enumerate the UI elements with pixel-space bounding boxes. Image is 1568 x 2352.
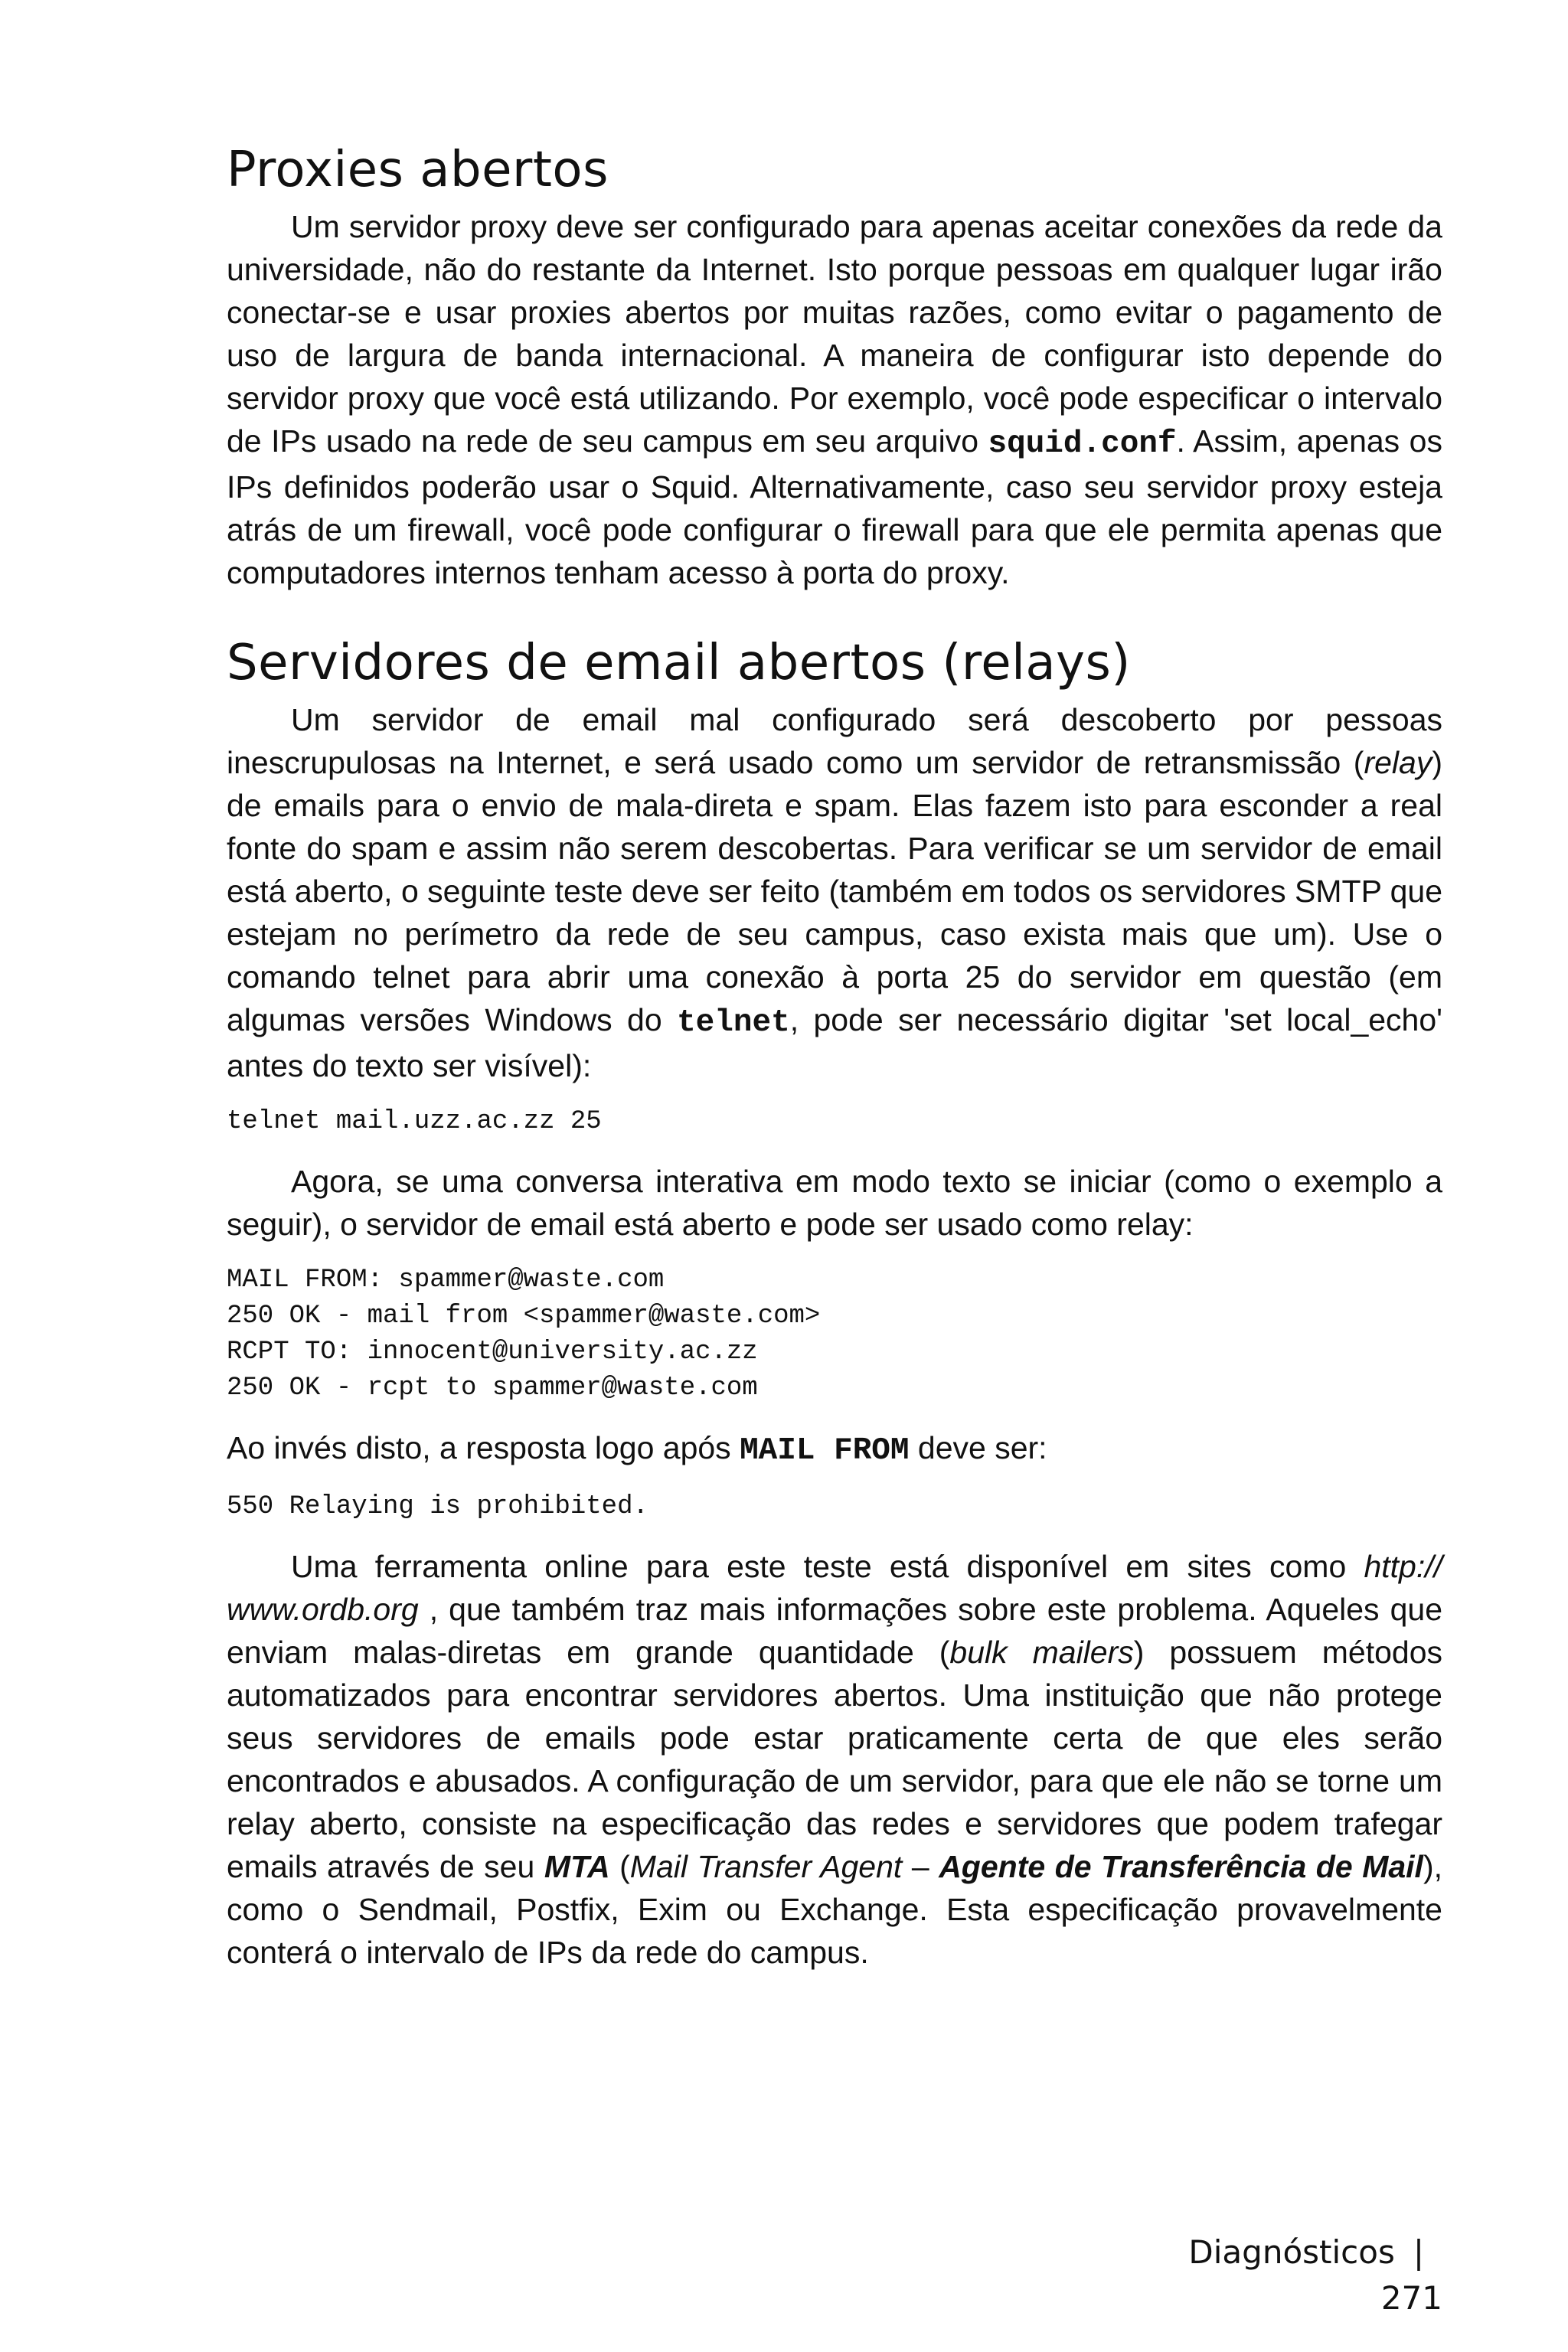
italic-bulk-mailers: bulk mailers: [949, 1635, 1134, 1670]
text-run: Ao invés disto, a resposta logo após: [227, 1430, 740, 1465]
page-content: [227, 138, 1442, 1974]
code-block-smtp-session: MAIL FROM: spammer@waste.com 250 OK - mail from <spammer@waste.com> RCPT TO: innocent@university.ac.zz 250 OK - rcpt to spammer@waste.com: [227, 1266, 821, 1403]
footer-separator: |: [1413, 2233, 1424, 2271]
italic-relay: relay: [1364, 745, 1432, 780]
bold-italic-agente: Agente de Transferência de Mail: [939, 1849, 1423, 1884]
text-run: , pode ser necessário digitar 'set local_echo' antes do texto ser visível):: [227, 1002, 1442, 1083]
inline-code-squid-conf: squid.conf: [988, 426, 1177, 462]
text-run: , que também traz mais informações sobre este problema. Aqueles que enviam malas-diretas em grande quantidade (: [227, 1592, 1442, 1670]
code-block-telnet: telnet mail.uzz.ac.zz 25: [227, 1107, 602, 1136]
text-run: Uma ferramenta online para este teste está disponível em sites como: [291, 1549, 1364, 1584]
inline-code-mail-from: MAIL FROM: [740, 1433, 910, 1468]
section-heading-proxies: Proxies abertos: [227, 142, 609, 198]
relays-paragraph-4: [227, 1545, 1442, 1974]
text-run: . Assim, apenas os IPs definidos poderão usar o Squid. Alternativamente, caso seu servidor proxy esteja atrás de um firewall, você pode configurar o firewall para que ele permita apenas que computadores internos tenham acesso à porta do proxy.: [227, 423, 1442, 590]
text-run: deve ser:: [909, 1430, 1047, 1465]
proxies-paragraph: [227, 205, 1442, 594]
code-block-relay-prohibited: 550 Relaying is prohibited.: [227, 1492, 648, 1521]
page-number: 271: [1380, 2279, 1442, 2317]
text-run: (: [609, 1849, 630, 1884]
text-run: ) de emails para o envio de mala-direta e spam. Elas fazem isto para esconder a real fonte do spam e assim não serem descobertas. Para verificar se um servidor de email está aberto, o seguinte teste deve ser feito (também em todos os servidores SMTP que estejam no perímetro da rede de seu campus, caso exista mais que um). Use o comando telnet para abrir uma conexão à porta 25 do servidor em questão (em algumas versões Windows do: [227, 745, 1442, 1037]
bold-italic-mta: MTA: [544, 1849, 610, 1884]
text-run: ), como o Sendmail, Postfix, Exim ou Exchange. Esta especificação provavelmente conterá o intervalo de IPs da rede do campus.: [227, 1849, 1442, 1970]
page-footer: [1133, 2230, 1442, 2321]
url-ordb: http:// www.ordb.org: [227, 1549, 1442, 1627]
text-run: –: [902, 1849, 939, 1884]
relays-paragraph-1: [227, 698, 1442, 1087]
section-heading-relays: Servidores de email abertos (relays): [227, 635, 1131, 691]
italic-mail-transfer-agent: Mail Transfer Agent: [629, 1849, 903, 1884]
text-run: Um servidor proxy deve ser configurado para apenas aceitar conexões da rede da universidade, não do restante da Internet. Isto porque pessoas em qualquer lugar irão conectar-se e usar proxies abertos por muitas razões, como evitar o pagamento de uso de largura de banda internacional. A maneira de configurar isto depende do servidor proxy que você está utilizando. Por exemplo, você pode especificar o intervalo de IPs usado na rede de seu campus em seu arquivo: [227, 209, 1442, 459]
inline-code-telnet: telnet: [677, 1005, 790, 1040]
relays-paragraph-2: Agora, se uma conversa interativa em modo texto se iniciar (como o exemplo a seguir), o servidor de email está aberto e pode ser usado como relay:: [227, 1164, 1442, 1242]
text-run: Um servidor de email mal configurado será descoberto por pessoas inescrupulosas na Internet, e será usado como um servidor de retransmissão (: [227, 702, 1442, 780]
relays-paragraph-3: [227, 1426, 1442, 1472]
text-run: ) possuem métodos automatizados para encontrar servidores abertos. Uma instituição que não protege seus servidores de emails pode estar praticamente certa de que eles serão encontrados e abusados. A configuração de um servidor, para que ele não se torne um relay aberto, consiste na especificação das redes e servidores que podem trafegar emails através de seu: [227, 1635, 1443, 1884]
footer-section-name: Diagnósticos: [1188, 2233, 1395, 2271]
